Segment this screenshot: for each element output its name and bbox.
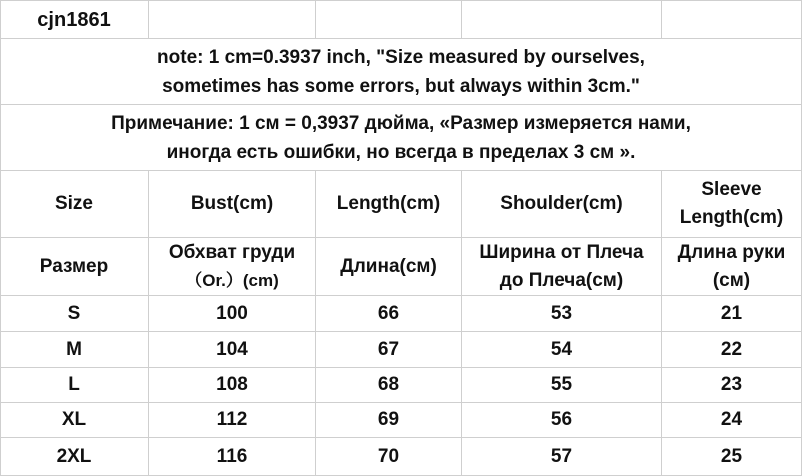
header-bust-ru	[149, 238, 315, 295]
cell-size: XL	[61, 409, 87, 430]
cell-length: 70	[377, 445, 400, 467]
cell-shoulder: 55	[550, 374, 573, 395]
grid-line	[148, 0, 149, 38]
header-sleeve-ru-line-2: (см)	[712, 269, 751, 291]
cell-length: 66	[377, 302, 400, 324]
product-code: cjn1861	[37, 8, 111, 31]
grid-line	[661, 0, 662, 38]
cell-shoulder: 57	[550, 445, 573, 467]
cell-size: M	[66, 338, 82, 360]
cell-shoulder: 56	[550, 409, 573, 430]
cell-size: S	[67, 302, 81, 324]
cell-bust: 108	[216, 374, 248, 395]
header-sleeve-line-2: Length(cm)	[679, 207, 784, 228]
header-shoulder: Shoulder(cm)	[500, 193, 623, 214]
cell-sleeve: 22	[720, 338, 743, 360]
grid-line	[461, 0, 462, 38]
cell-shoulder: 53	[550, 302, 573, 324]
cell-size: 2XL	[56, 445, 92, 467]
note-english	[0, 39, 802, 104]
note-russian	[0, 105, 802, 170]
header-sleeve	[662, 171, 801, 237]
header-bust-ru-line-2: （Or.）(cm)	[185, 270, 279, 290]
header-length: Length(cm)	[336, 193, 441, 214]
cell-length: 67	[377, 338, 400, 360]
cell-sleeve: 23	[720, 374, 743, 395]
header-size: Size	[54, 193, 94, 214]
cell-shoulder: 54	[550, 338, 573, 360]
header-size-ru: Размер	[39, 255, 109, 277]
cell-length: 68	[377, 374, 400, 395]
header-sleeve-ru	[662, 238, 801, 295]
cell-sleeve: 21	[720, 302, 743, 324]
note-russian-line-2: иногда есть ошибки, но всегда в пределах 3 см ».	[166, 141, 636, 163]
header-length-ru: Длина(см)	[340, 255, 437, 277]
header-shoulder-ru-line-1: Ширина от Плеча	[479, 241, 644, 263]
grid-line	[315, 0, 316, 38]
cell-size: L	[68, 374, 80, 395]
cell-length: 69	[377, 409, 400, 430]
cell-bust: 104	[216, 338, 248, 360]
header-bust-ru-line-1: Обхват груди	[168, 241, 296, 263]
header-bust: Bust(cm)	[190, 193, 274, 214]
note-russian-line-1: Примечание: 1 см = 0,3937 дюйма, «Размер измеряется нами,	[111, 112, 691, 134]
header-shoulder-ru-line-2: до Плеча(см)	[499, 269, 624, 291]
cell-sleeve: 25	[720, 445, 743, 467]
header-sleeve-line-1: Sleeve	[701, 179, 762, 200]
cell-sleeve: 24	[720, 409, 743, 430]
cell-bust: 116	[216, 445, 248, 467]
header-shoulder-ru	[462, 238, 661, 295]
note-english-line-1: note: 1 cm=0.3937 inch, "Size measured by ourselves,	[157, 46, 645, 68]
header-sleeve-ru-line-1: Длина руки	[677, 241, 786, 263]
cell-bust: 112	[216, 409, 248, 430]
cell-bust: 100	[216, 302, 248, 324]
note-english-line-2: sometimes has some errors, but always within 3cm."	[162, 75, 640, 97]
